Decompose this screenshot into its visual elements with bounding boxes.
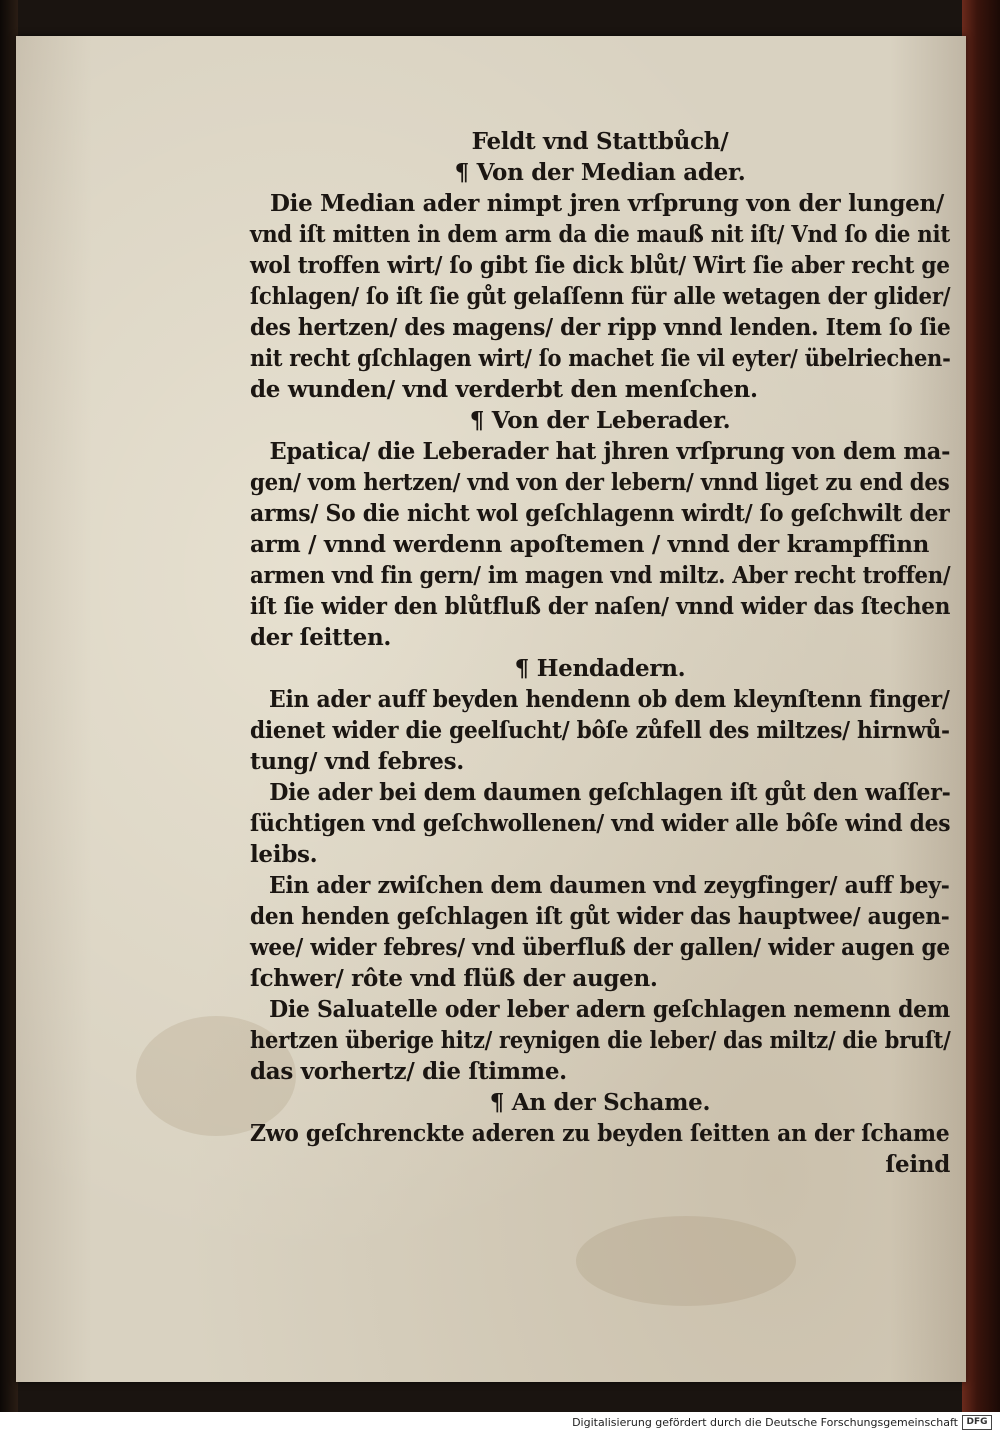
text-line: ſeind — [885, 1151, 950, 1178]
text-line: ſüchtigen vnd geſchwollenen/ vnd wider alle bôſe wind des — [250, 810, 951, 837]
text-line: Zwo geſchrenckte aderen zu beyden ſeitten an der ſchame — [250, 1120, 950, 1147]
text-line: leibs. — [250, 841, 318, 868]
text-line: Die Median ader nimpt jren vrſprung von der lungen/ — [270, 190, 945, 217]
text-line: des hertzen/ des magens/ der ripp vnnd lenden. Item ſo ſie — [250, 314, 951, 341]
text-line: Ein ader auff beyden hendenn ob dem kleynſtenn finger/ — [269, 686, 950, 713]
text-line: hertzen überige hitz/ reynigen die leber/ das miltz/ die bruſt/ — [250, 1027, 951, 1054]
dfg-logo: DFG — [962, 1415, 992, 1430]
text-line: Die ader bei dem daumen geſchlagen iſt gůt den waſſer‑ — [269, 779, 951, 806]
text-line: vnd iſt mitten in dem arm da die mauß nit iſt/ Vnd ſo die nit — [250, 221, 950, 248]
book-edge — [962, 0, 1000, 1412]
running-header: Feldt vnd Stattbůch/ — [471, 128, 729, 155]
text-line: armen vnd fin gern/ im magen vnd miltz. Aber recht troffen/ — [250, 562, 951, 589]
text-line: wol troffen wirt/ ſo gibt ſie dick blůt/ Wirt ſie aber recht ge — [250, 252, 950, 279]
text-line: gen/ vom hertzen/ vnd von der lebern/ vnnd liget zu end des — [250, 469, 950, 496]
text-line: ſchwer/ rôte vnd flüß der augen. — [250, 965, 658, 992]
section-heading: ¶ Von der Leberader. — [469, 407, 731, 434]
section-heading: ¶ An der Schame. — [489, 1089, 711, 1116]
text-line: dienet wider die geelſucht/ bôſe zůfell des miltzes/ hirnwů‑ — [250, 717, 950, 744]
footer-credit: Digitalisierung gefördert durch die Deutsche Forschungsgemeinschaft — [572, 1416, 958, 1429]
page-text — [250, 126, 950, 1180]
text-line: den henden geſchlagen iſt gůt wider das hauptwee/ augen‑ — [250, 903, 950, 930]
section-heading: ¶ Von der Median ader. — [454, 159, 746, 186]
text-line: Ein ader zwiſchen dem daumen vnd zeygfinger/ auff bey‑ — [269, 872, 950, 899]
section-heading: ¶ Hendadern. — [514, 655, 686, 682]
text-line: wee/ wider febres/ vnd überfluß der gallen/ wider augen ge — [250, 934, 950, 961]
text-line: iſt ſie wider den blůtfluß der naſen/ vnnd wider das ſtechen — [250, 593, 951, 620]
text-line: tung/ vnd febres. — [250, 748, 464, 775]
text-line: arm / vnnd werdenn apoſtemen / vnnd der krampffinn — [250, 531, 930, 558]
text-line: Die Saluatelle oder leber adern geſchlagen nemenn dem — [269, 996, 950, 1023]
text-line: nit recht gſchlagen wirt/ ſo machet ſie vil eyter/ übelriechen‑ — [250, 345, 951, 372]
text-line: de wunden/ vnd verderbt den menſchen. — [250, 376, 758, 403]
text-line: der ſeitten. — [250, 624, 392, 651]
text-line: das vorhertz/ die ſtimme. — [250, 1058, 567, 1085]
page-stain — [576, 1216, 796, 1306]
text-line: Epatica/ die Leberader hat jhren vrſprung von dem ma‑ — [269, 438, 951, 465]
text-line: ſchlagen/ ſo iſt ſie gůt gelaſſenn für alle wetagen der glider/ — [250, 283, 951, 310]
text-line: arms/ So die nicht wol geſchlagenn wirdt/ ſo geſchwilt der — [250, 500, 950, 527]
footer-bar — [0, 1412, 1000, 1434]
